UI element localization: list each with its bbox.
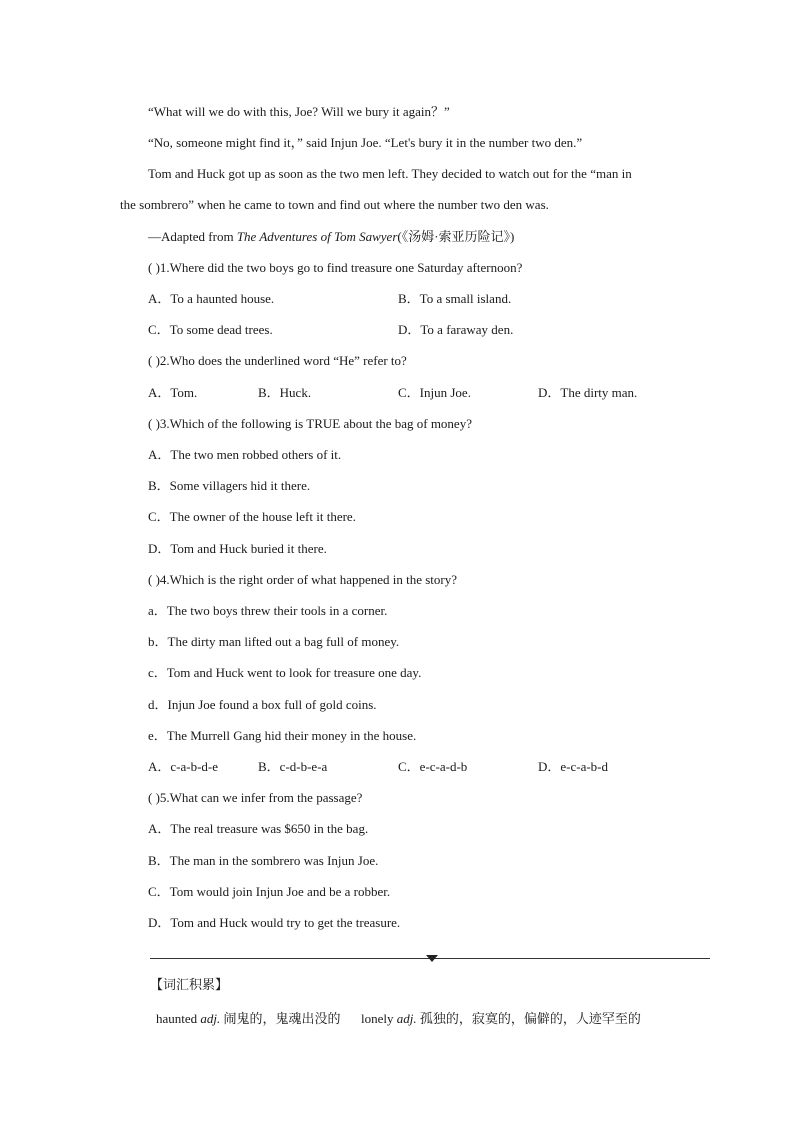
vocab-line — [156, 1011, 641, 1027]
question-4-option-c[interactable]: C．e-c-a-d-b — [398, 759, 468, 774]
question-1-stem: ( )1.Where did the two boys go to find treasure one Saturday afternoon? — [148, 260, 523, 275]
source-suffix: (《汤姆·索亚历险记》) — [397, 229, 515, 244]
story-paragraph-3-line-2: the sombrero” when he came to town and find out where the number two den was. — [120, 197, 549, 212]
divider-arrow-icon — [426, 955, 438, 962]
question-1-option-a[interactable]: A．To a haunted house. — [148, 291, 275, 306]
story-paragraph-1: “What will we do with this, Joe? Will we bury it again？” — [148, 104, 450, 119]
question-5-option-d[interactable]: D．Tom and Huck would try to get the treasure. — [148, 915, 401, 930]
event-b: b．The dirty man lifted out a bag full of money. — [148, 634, 400, 649]
question-5-option-c[interactable]: C．Tom would join Injun Joe and be a robber. — [148, 884, 391, 899]
source-title: The Adventures of Tom Sawyer — [236, 229, 398, 244]
question-3-stem: ( )3.Which of the following is TRUE about the bag of money? — [148, 416, 472, 431]
question-5-stem: ( )5.What can we infer from the passage? — [148, 790, 363, 805]
question-2-option-b[interactable]: B．Huck. — [258, 385, 312, 400]
question-5-option-b[interactable]: B．The man in the sombrero was Injun Joe. — [148, 853, 379, 868]
vocab-heading: 【词汇积累】 — [150, 977, 229, 992]
question-2-option-a[interactable]: A．Tom. — [148, 385, 198, 400]
question-2-option-c[interactable]: C．Injun Joe. — [398, 385, 471, 400]
question-3-option-d[interactable]: D．Tom and Huck buried it there. — [148, 541, 327, 556]
question-5-option-a[interactable]: A．The real treasure was $650 in the bag. — [148, 821, 369, 836]
question-3-option-c[interactable]: C．The owner of the house left it there. — [148, 509, 356, 524]
source-line — [148, 229, 514, 245]
vocab-word-2: lonely — [361, 1011, 397, 1026]
question-3-option-b[interactable]: B．Some villagers hid it there. — [148, 478, 311, 493]
vocab-def-2: 孤独的，寂寞的，偏僻的，人迹罕至的 — [416, 1011, 641, 1026]
question-2-option-d[interactable]: D．The dirty man. — [538, 385, 638, 400]
vocab-word-1: haunted — [156, 1011, 201, 1026]
vocab-pos-1: adj. — [200, 1011, 221, 1026]
question-4-stem: ( )4.Which is the right order of what happened in the story? — [148, 572, 458, 587]
event-e: e．The Murrell Gang hid their money in the house. — [148, 728, 417, 743]
story-paragraph-2: “No, someone might find it，” said Injun Joe. “Let's bury it in the number two den.” — [148, 135, 583, 150]
vocab-pos-2: adj. — [396, 1011, 417, 1026]
event-c: c．Tom and Huck went to look for treasure one day. — [148, 665, 422, 680]
question-3-option-a[interactable]: A．The two men robbed others of it. — [148, 447, 342, 462]
question-1-option-c[interactable]: C．To some dead trees. — [148, 322, 273, 337]
event-d: d．Injun Joe found a box full of gold coins. — [148, 697, 377, 712]
vocab-def-1: 闹鬼的，鬼魂出没的 — [220, 1011, 341, 1026]
question-1-option-d[interactable]: D．To a faraway den. — [398, 322, 514, 337]
question-1-option-b[interactable]: B．To a small island. — [398, 291, 512, 306]
source-prefix: —Adapted from — [148, 229, 237, 244]
story-paragraph-3-line-1: Tom and Huck got up as soon as the two men left. They decided to watch out for the “man in — [148, 166, 632, 181]
question-4-option-b[interactable]: B．c-d-b-e-a — [258, 759, 328, 774]
question-2-stem: ( )2.Who does the underlined word “He” refer to? — [148, 353, 407, 368]
question-4-option-d[interactable]: D．e-c-a-b-d — [538, 759, 609, 774]
question-4-option-a[interactable]: A．c-a-b-d-e — [148, 759, 219, 774]
event-a: a．The two boys threw their tools in a corner. — [148, 603, 388, 618]
